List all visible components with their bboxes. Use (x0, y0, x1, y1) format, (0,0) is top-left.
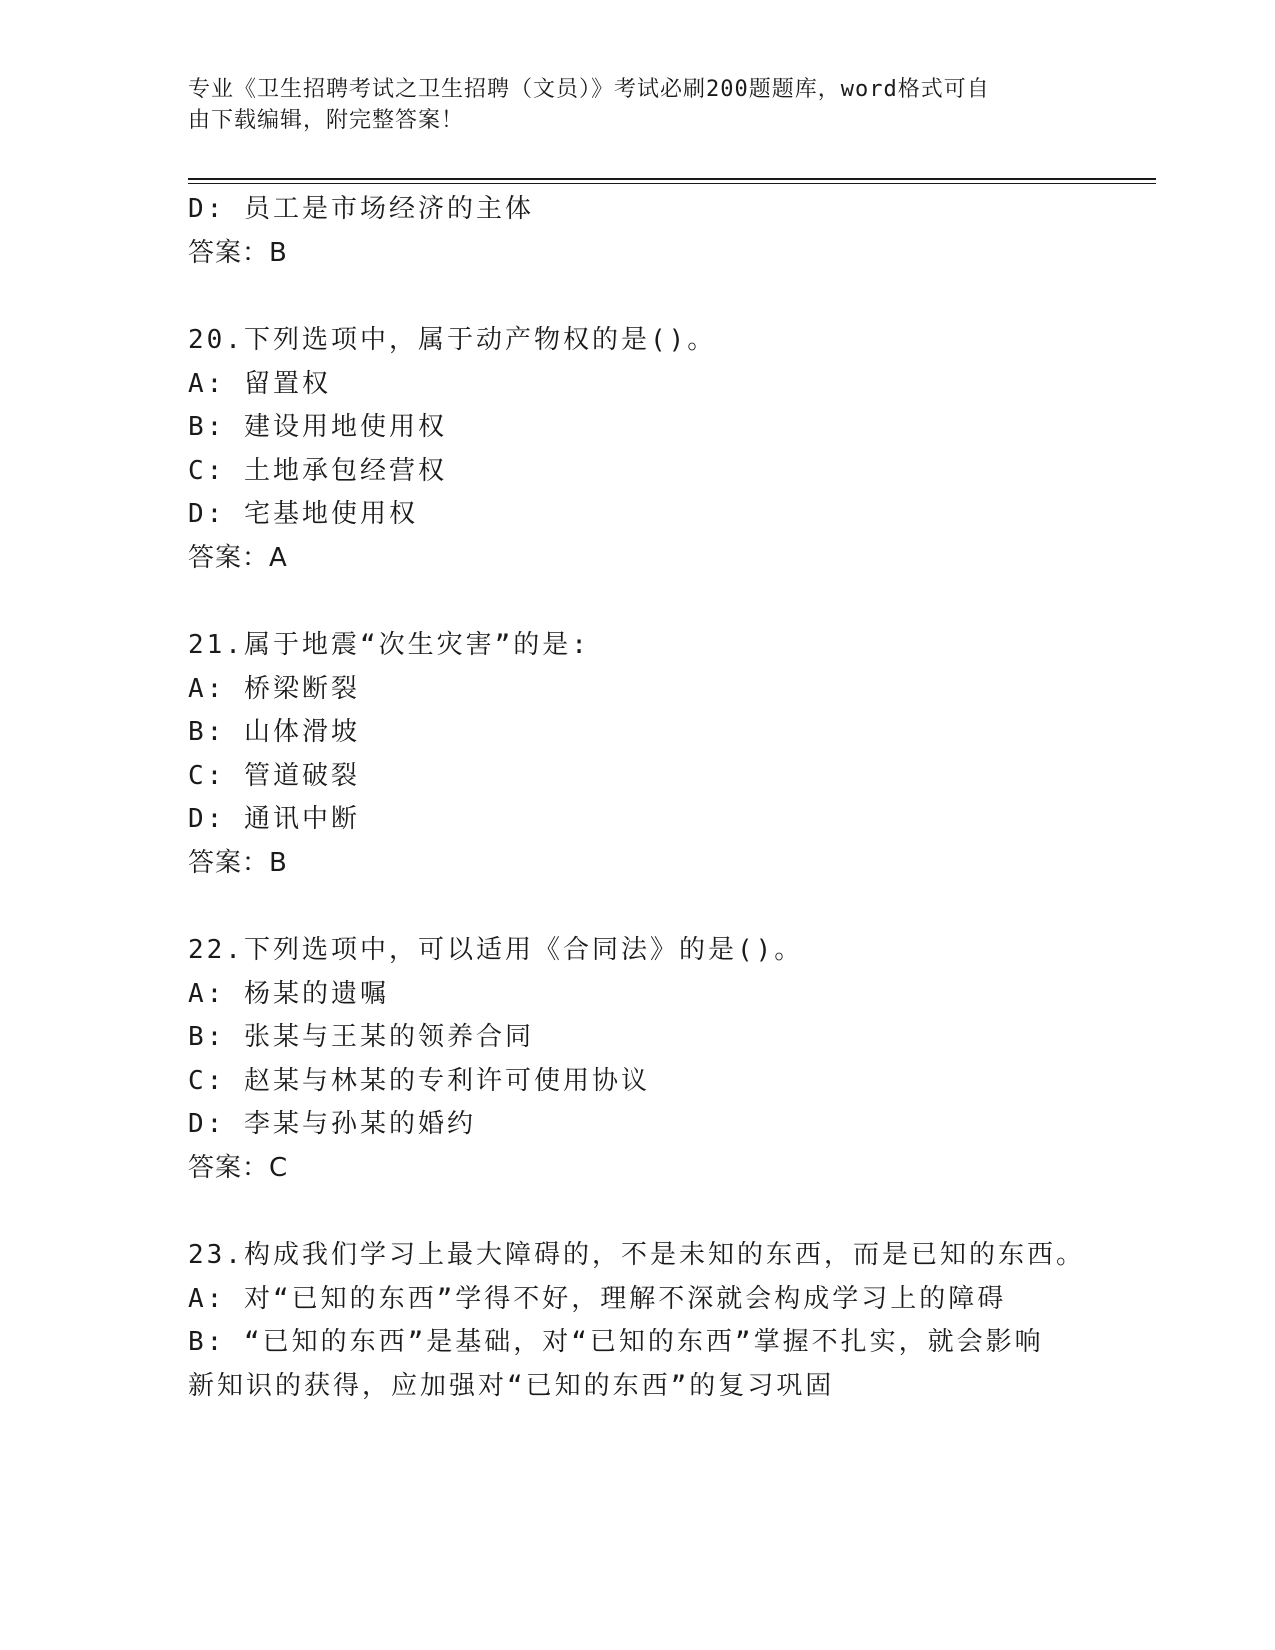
question-23-option-a: A: 对“已知的东西”学得不好，理解不深就会构成学习上的障碍 (188, 1284, 1007, 1314)
question-23-option-b-continued: 新知识的获得，应加强对“已知的东西”的复习巩固 (188, 1371, 835, 1401)
question-20-stem: 20.下列选项中，属于动产物权的是()。 (188, 325, 717, 355)
question-22-answer: 答案：C (188, 1153, 289, 1183)
question-22-option-b: B: 张某与王某的领养合同 (188, 1022, 534, 1052)
header-divider-thick (188, 178, 1156, 180)
question-23-stem: 23.构成我们学习上最大障碍的，不是未知的东西，而是已知的东西。 (188, 1240, 1085, 1270)
question-21-option-b: B: 山体滑坡 (188, 717, 360, 747)
question-21-option-d: D: 通讯中断 (188, 804, 360, 834)
prev-question-option-d: D: 员工是市场经济的主体 (188, 194, 534, 224)
question-21-stem: 21.属于地震“次生灾害”的是: (188, 630, 590, 660)
document-header (188, 74, 1088, 136)
header-divider-thin (188, 183, 1156, 184)
question-20-answer: 答案：A (188, 543, 288, 573)
question-20-option-b: B: 建设用地使用权 (188, 412, 447, 442)
question-22-option-a: A: 杨某的遗嘱 (188, 979, 389, 1009)
header-line-1: 专业《卫生招聘考试之卫生招聘（文员）》考试必刷200题题库，word格式可自 (188, 77, 990, 102)
question-22-option-c: C: 赵某与林某的专利许可使用协议 (188, 1066, 650, 1096)
question-21-answer: 答案：B (188, 848, 288, 878)
prev-question-answer: 答案：B (188, 238, 288, 268)
header-line-2: 由下载编辑，附完整答案！ (188, 108, 465, 133)
question-20-option-d: D: 宅基地使用权 (188, 499, 418, 529)
question-20-option-c: C: 土地承包经营权 (188, 456, 447, 486)
question-22-stem: 22.下列选项中，可以适用《合同法》的是()。 (188, 935, 804, 965)
question-21-option-a: A: 桥梁断裂 (188, 674, 360, 704)
question-21-option-c: C: 管道破裂 (188, 761, 360, 791)
question-22-option-d: D: 李某与孙某的婚约 (188, 1109, 476, 1139)
question-20-option-a: A: 留置权 (188, 369, 331, 399)
question-23-option-b: B: “已知的东西”是基础，对“已知的东西”掌握不扎实，就会影响 (188, 1327, 1044, 1357)
